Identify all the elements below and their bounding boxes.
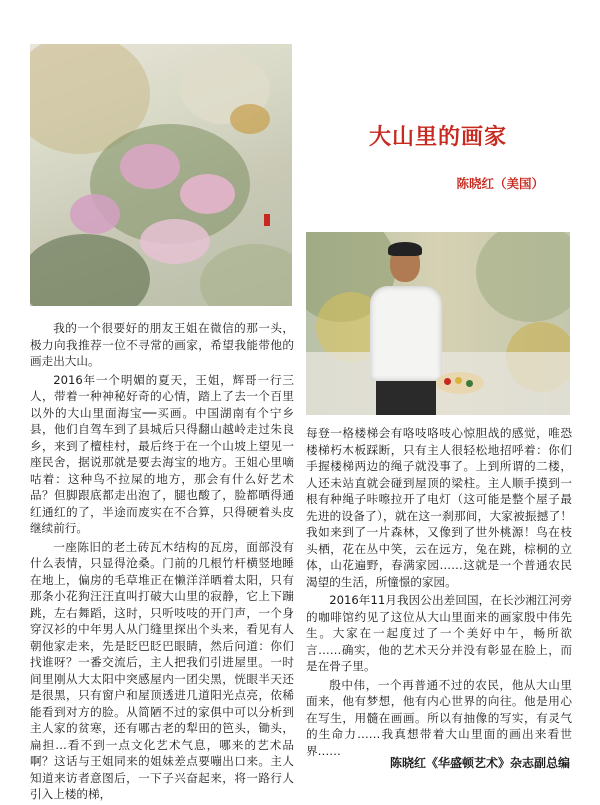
painter-portrait [306,232,570,415]
paragraph-1: 我的一个很要好的朋友王姐在微信的那一头，极力向我推荐一位不寻常的画家，希望我能带他的画走出大山。 [30,321,294,368]
seal-mark [264,214,270,226]
paragraph-3: 一座陈旧的老土砖瓦木结构的瓦房，面部没有什么表情，只显得沧桑。门前的几根竹杆横竖地睡在地上，偏房的毛草堆正在懒洋洋晒着太阳，只有那条小花狗汪汪直叫打破大山里的寂静，它上下蹦跳，左右舞蹈，这时，只听吱吱的开门声，一个身穿汉衫的中年男人从门缝里探出个头来，看见有人朝他家走来，先是眨巴眨巴眼睛，然后问道：你们找谁呀？一番交流后，主人把我们引进屋里。一时间里刚从大太阳中突感屋内一团尖黑，恍眼半天还是很黑，只有窗户和屋顶透进几道阳光点亮，依稀能看到对方的脸。从简陋不过的家俱中可以分析到主人家的贫寒，还有哪古老的犁田的笆头，锄头，扁担…看不到一点文化艺术气息，哪来的艺术品啊？这话与王姐同来的姐妹差点要嘣出口来。主人知道来访者意图后，一下子兴奋起来，将一路行人引入上楼的梯， [30,539,294,801]
author-credit: 陈晓红《华盛顿艺术》杂志副总编 [389,756,570,770]
paint-palette [436,372,484,394]
right-column [306,425,572,761]
flower-painting [30,44,292,306]
paragraph-4: 每登一格楼梯会有咯吱咯吱心惊胆战的感觉，唯恐楼梯朽木板踩断，只有主人很轻松地招呼着：你们手握楼梯两边的绳子就没事了。上到所谓的二楼，人还未站直就会碰到屋顶的梁柱。主人顺手摸到一根有种绳子咔嚓拉开了电灯（这可能是整个屋子最先进的设备了），就在这一刹那间，大家被振撼了！我如来到了一片森林，又像到了世外桃源！鸟在枝头栖，花在丛中笑，云在远方，兔在跳，棕桐的立体，山花遍野，春满家园……这就是一个普通农民渴望的生活，所憧憬的家园。 [306,426,572,589]
paragraph-2: 2016年一个明媚的夏天，王姐，辉哥一行三人，带着一种神秘好奇的心情，踏上了去一个百里以外的大山里面海宝──买画。中国湖南有个宁乡县，他们自驾车到了县城后只得翻山越岭走过朱良乡，来到了檀桂村，最后终于在一个山坡上望见一座民舍，据说那就是要去海宝的地方。王姐心里嘀咕着：这种鸟不拉屎的地方，那会有什么好艺术品？但脚跟底都走出泡了，腿也酸了，脸都晒得通红通红的了，半途而废实在不合算，只得硬着头皮继续前行。 [30,372,294,535]
paragraph-6: 殷中伟，一个再普通不过的农民，他从大山里面来，他有梦想，他有内心世界的向往。他是用心在写生，用髓在画画。所以有抽像的写实，有灵气的生命力……我真想带着大山里面的画出来看世界…… [306,677,572,758]
painter-figure [368,246,448,415]
paragraph-5: 2016年11月我因公出差回国，在长沙湘江河旁的咖啡馆约见了这位从大山里面来的画家殷中伟先生。大家在一起度过了一个美好中午，畅所欲言……确实，他的艺术天分并没有彰显在脸上，而是在骨子里。 [306,593,572,673]
article-title: 大山里的画家 [368,125,507,150]
left-column [30,320,294,805]
article-author: 陈晓红（美国） [456,176,544,191]
